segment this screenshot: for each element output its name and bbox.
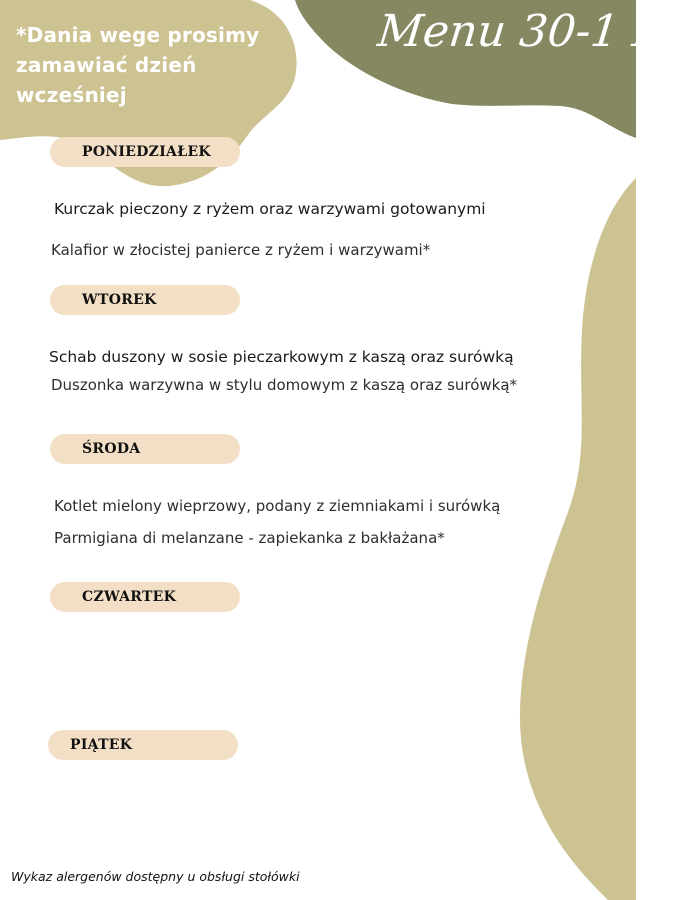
vegetarian-order-note: *Dania wege prosimy zamawiać dzień wcześniej	[16, 23, 260, 107]
dish-monday-vege: Kalafior w złocistej panierce z ryżem i warzywami*	[51, 241, 431, 259]
dish-wednesday-main: Kotlet mielony wieprzowy, podany z ziemniakami i surówką	[54, 497, 501, 515]
dish-tuesday-main: Schab duszony w sosie pieczarkowym z kaszą oraz surówką	[49, 348, 514, 366]
dish-wednesday-vege: Parmigiana di melanzane - zapiekanka z bakłażana*	[54, 529, 445, 547]
day-label-friday: PIĄTEK	[48, 730, 238, 760]
day-label-tuesday: WTOREK	[50, 285, 240, 315]
dish-tuesday-vege: Duszonka warzywna w stylu domowym z kaszą oraz surówką*	[51, 376, 518, 394]
day-label-wednesday: ŚRODA	[50, 434, 240, 464]
menu-title: Menu 30-1 IV	[375, 6, 685, 57]
right-khaki-blob	[520, 178, 636, 900]
dish-monday-main: Kurczak pieczony z ryżem oraz warzywami gotowanymi	[54, 200, 486, 218]
allergen-info-footer: Wykaz alergenów dostępny u obsługi stołówki	[11, 869, 300, 884]
day-label-thursday: CZWARTEK	[50, 582, 240, 612]
day-label-monday: PONIEDZIAŁEK	[50, 137, 240, 167]
